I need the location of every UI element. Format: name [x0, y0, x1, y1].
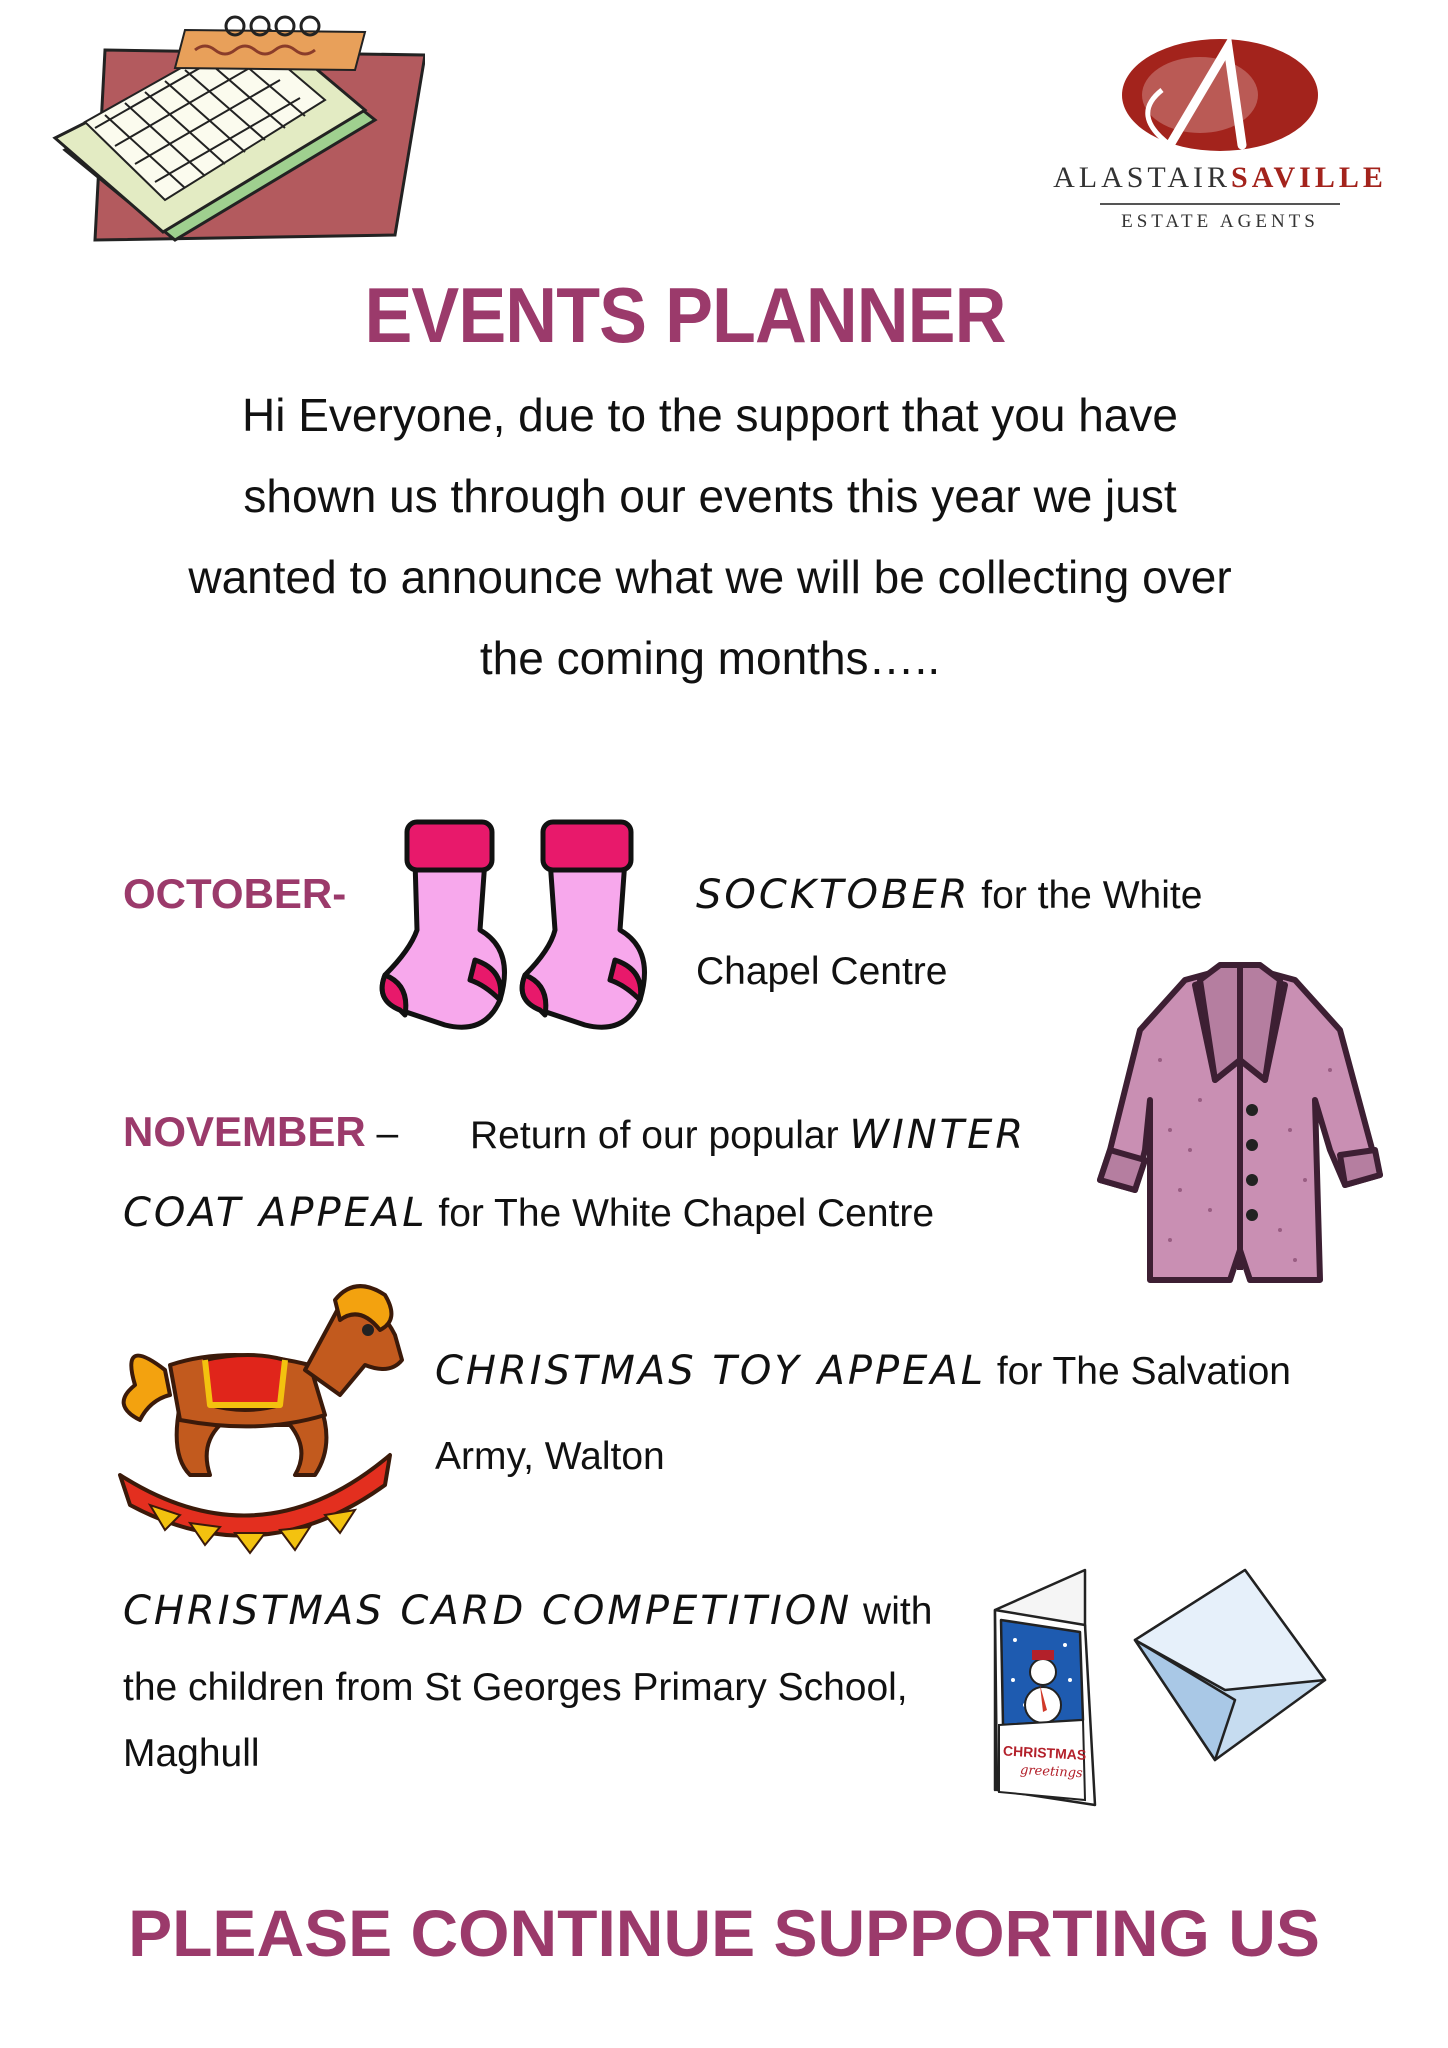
- company-logo: [1050, 35, 1390, 245]
- october-line1: [696, 872, 1202, 918]
- card-text-3: Maghull: [123, 1732, 260, 1775]
- winter-highlight: WINTER: [849, 1112, 1027, 1158]
- footer-banner: PLEASE CONTINUE SUPPORTING US: [128, 1896, 1320, 1970]
- coat-illustration: [1090, 950, 1390, 1300]
- socktober-highlight: SOCKTOBER: [696, 872, 971, 918]
- toy-text-1: for The Salvation: [986, 1350, 1291, 1393]
- toy-line1: [435, 1348, 1291, 1394]
- card-text-1: with: [852, 1590, 933, 1633]
- card-greetings-word: greetings: [1019, 1762, 1084, 1782]
- october-label: OCTOBER-: [123, 870, 347, 917]
- card-christmas-word: CHRISTMAS: [1002, 1742, 1087, 1763]
- november-line1-text: [470, 1112, 1026, 1158]
- card-line1: [123, 1588, 932, 1634]
- november-text-pre: Return of our popular: [470, 1114, 850, 1157]
- october-text-2: Chapel Centre: [696, 950, 948, 993]
- october-text-1: for the White: [970, 874, 1203, 917]
- november-line1: [123, 1108, 398, 1156]
- toy-text-2: Army, Walton: [435, 1435, 665, 1478]
- card-competition-highlight: CHRISTMAS CARD COMPETITION: [123, 1588, 853, 1634]
- coat-appeal-highlight: COAT APPEAL: [123, 1190, 428, 1236]
- card-text-2: the children from St Georges Primary School,: [123, 1666, 908, 1709]
- november-dash: –: [365, 1112, 399, 1155]
- logo-tagline: ESTATE AGENTS: [1121, 211, 1319, 232]
- november-label: NOVEMBER: [123, 1108, 366, 1155]
- logo-mark-icon: [1050, 35, 1390, 165]
- toy-appeal-highlight: CHRISTMAS TOY APPEAL: [435, 1348, 986, 1394]
- november-line2: [123, 1190, 934, 1236]
- calendar-illustration: [45, 10, 425, 250]
- november-text-post: for The White Chapel Centre: [427, 1192, 935, 1235]
- logo-brand-second: SAVILLE: [1231, 161, 1387, 194]
- rocking-horse-illustration: [110, 1275, 420, 1565]
- christmas-card-illustration: [985, 1560, 1335, 1830]
- page-title: EVENTS PLANNER: [364, 271, 1006, 359]
- logo-brand-first: ALASTAIR: [1053, 161, 1232, 194]
- socks-illustration: [375, 800, 655, 1040]
- intro-paragraph: Hi Everyone, due to the support that you have shown us through our events this year we just wanted to announce what we will be collecting over the coming months…..: [188, 389, 1232, 684]
